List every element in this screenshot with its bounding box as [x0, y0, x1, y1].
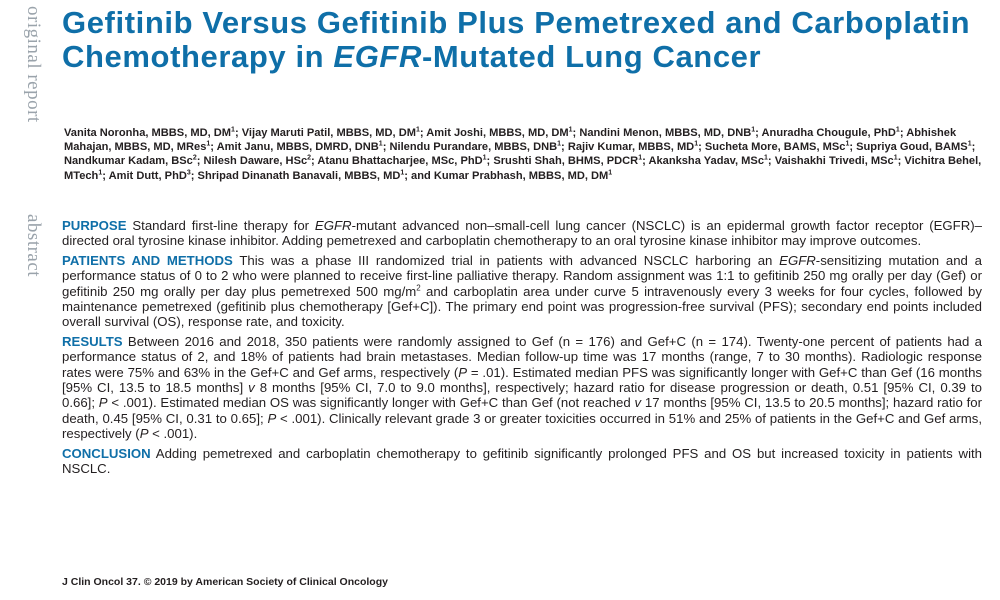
author-name: Nandkumar Kadam, BSc — [64, 155, 193, 168]
author-affiliation: 1 — [378, 140, 383, 148]
author-affiliation: 1 — [751, 126, 756, 134]
author-affiliation: 1 — [694, 140, 699, 148]
results-text-4: < .001). Estimated median OS was significantly longer with Gef+C than Gef (not reached — [107, 395, 635, 411]
purpose-italic-egfr: EGFR — [314, 218, 352, 233]
section-label-abstract: abstract — [23, 214, 44, 278]
author-name: Srushti Shah, BHMS, PDCR — [493, 155, 639, 168]
author-name: Amit Joshi, MBBS, MD, DM — [426, 127, 569, 139]
author-affiliation: 1 — [893, 154, 898, 162]
author-name: Amit Janu, MBBS, DMRD, DNB — [216, 141, 379, 154]
author-name: Vijay Maruti Patil, MBBS, MD, DM — [241, 127, 416, 139]
section-label-original-report: original report — [23, 6, 44, 123]
author-affiliation: 1 — [206, 140, 211, 148]
author-affiliation: 1 — [895, 126, 900, 134]
abstract-methods — [62, 253, 982, 330]
purpose-text-2: -mutant advanced non–small-cell lung cancer (NSCLC) is an epidermal growth factor receptor (EGFR)–directed oral tyrosine kinase inhibitor. Adding pemetrexed and carboplatin chemotherapy to an oral tyrosine kinase inhibitor may improve outcomes. — [62, 218, 982, 249]
results-italic-2: v — [248, 380, 255, 396]
author-affiliation: 1 — [845, 140, 850, 148]
author-name: Shripad Dinanath Banavali, MBBS, MD — [197, 169, 401, 182]
author-name: Abhishek Mahajan, MBBS, MD, MRes — [64, 127, 957, 154]
author-affiliation: 1 — [98, 168, 103, 176]
author-affiliation: 1 — [400, 168, 405, 176]
author-affiliation: 2 — [307, 154, 312, 162]
author-name: Amit Dutt, PhD — [108, 169, 187, 182]
author-name: Sucheta More, BAMS, MSc — [704, 141, 846, 154]
author-affiliation: 1 — [967, 140, 972, 148]
results-text-5: 17 months [95% CI, 13.5 to 20.5 months]; hazard ratio for death, 0.45 [95% CI, 0.31 to 0.65]; — [62, 395, 982, 426]
author-affiliation: 1 — [568, 126, 573, 134]
results-text-2: = .01). Estimated median PFS was significantly longer with Gef+C than Gef (16 months [95% CI, 13.5 to 18.5 months] — [62, 364, 983, 396]
author-affiliation: 1 — [415, 126, 420, 134]
methods-text-1: This was a phase III randomized trial in patients with advanced NSCLC harboring an — [232, 252, 780, 268]
heading-purpose: PURPOSE — [62, 218, 127, 233]
side-margin — [0, 0, 50, 600]
author-affiliation: 1 — [608, 168, 613, 176]
author-name: Rajiv Kumar, MBBS, MD — [567, 141, 695, 154]
title-part-1: Gefitinib Versus Gefitinib Plus Pemetrexed and Carboplatin Chemotherapy in — [62, 5, 971, 74]
purpose-text-1: Standard first-line therapy for — [126, 218, 315, 233]
results-italic-3: P — [98, 395, 108, 411]
author-name: Vaishakhi Trivedi, MSc — [774, 155, 894, 168]
author-name: Akanksha Yadav, MSc — [648, 155, 764, 168]
author-affiliation: 1 — [482, 154, 487, 162]
author-list: Vanita Noronha, MBBS, MD, $DM^1$; Vijay Maruti Patil, MBBS, MD, $DM^1$; Amit Joshi, MBBS, MD, $DM^1$; Nandini Menon, MBBS, MD, DNB$^1$; Anuradha Chougule, PhD$^1$; Abhishek Mahajan, MBBS, MD, MRes$^1$; Amit Janu, MBBS, DMRD, DNB$^1$; Nilendu Purandare, MBBS, DNB$^1$; Rajiv Kumar, MBBS, $MD^1$; Sucheta More, BAMS, MSc$^1$; Supriya Goud, BAMS$^1$; Nandkumar Kadam, BSc$^2$; Nilesh Daware, HSc$^2$; Atanu Bhattacharjee, MSc, PhD$^1$; Srushti Shah, BHMS, PDCR$^1$; Akanksha Yadav, MSc$^1$; Vaishakhi Trivedi, MSc$^1$; Vichitra Behel, MTech$^1$; Amit Dutt, PhD$^3$; Shripad Dinanath Banavali, MBBS, $MD^1$; and Kumar Prabhash, MBBS, MD, $DM^1$ — [64, 126, 982, 182]
abstract-results — [62, 334, 982, 442]
results-italic-6: P — [139, 426, 149, 442]
author-name: and Kumar Prabhash, MBBS, MD, DM — [411, 169, 609, 182]
abstract-purpose — [62, 218, 982, 249]
results-italic-1: P — [458, 364, 468, 380]
heading-methods: PATIENTS AND METHODS — [62, 252, 233, 268]
author-name: Nandini Menon, MBBS, MD, DNB — [579, 127, 752, 139]
author-name: Atanu Bhattacharjee, MSc, PhD — [317, 155, 483, 168]
methods-text-3: and carboplatin area under curve 5 intravenously every 3 weeks for four cycles, followed by maintenance pemetrexed (gefitinib plus chemotherapy [Gef+C]). The primary end point was progression-free survival (PFS); secondary end points included overall survival (OS), response rate, and toxicity. — [62, 283, 982, 330]
results-text-6: < .001). Clinically relevant grade 3 or greater toxicities occurred in 51% and 25% of patients in the Gef+C and Gef arms, respectively ( — [62, 410, 982, 442]
heading-conclusion: CONCLUSION — [62, 445, 151, 461]
title-part-2: -Mutated Lung Cancer — [421, 39, 762, 74]
author-name: Nilesh Daware, HSc — [203, 155, 308, 168]
methods-italic-egfr: EGFR — [779, 252, 816, 268]
author-name: Nilendu Purandare, MBBS, DNB — [389, 141, 558, 154]
results-text-7: < .001). — [148, 426, 198, 442]
author-affiliation: 1 — [764, 154, 768, 162]
author-name: Vichitra Behel, MTech — [64, 155, 982, 182]
abstract — [62, 218, 982, 481]
author-affiliation: 2 — [192, 154, 197, 162]
heading-results: RESULTS — [62, 333, 123, 349]
author-affiliation: 1 — [231, 126, 235, 134]
results-italic-4: v — [634, 395, 642, 411]
author-name: Supriya Goud, BAMS — [856, 141, 968, 154]
results-text-1: Between 2016 and 2018, 350 patients were randomly assigned to Gef (n = 176) and Gef+C (n = 174). Twenty-one percent of patients had a performance status of 2, and 18% of patients had brain metastases. Median follow-up time was 17 months (range, 7 to 30 months). Radiologic response rates were 75% and 63% in the Gef+C and Gef arms, respectively ( — [62, 333, 982, 380]
author-name: Vanita Noronha, MBBS, MD, DM — [64, 127, 232, 139]
author-name: Anuradha Chougule, PhD — [761, 127, 896, 139]
journal-citation: J Clin Oncol 37. © 2019 by American Society of Clinical Oncology — [62, 576, 388, 588]
article-title — [62, 6, 992, 74]
methods-superscript: 2 — [416, 283, 421, 293]
title-gene-italic: EGFR — [333, 39, 422, 74]
results-italic-5: P — [267, 410, 277, 426]
methods-text-2: -sensitizing mutation and a performance status of 0 to 2 who were planned to receive first-line palliative therapy. Random assignment was 1:1 to gefitinib 250 mg orally per day (Gef) or gefitinib 250 mg orally per day plus pemetrexed 500 mg/m — [62, 252, 982, 299]
conclusion-text: Adding pemetrexed and carboplatin chemotherapy to gefitinib significantly prolonged PFS and OS but increased toxicity in patients with NSCLC. — [62, 445, 982, 477]
author-affiliation: 3 — [186, 168, 191, 176]
results-text-3: 8 months [95% CI, 7.0 to 9.0 months], respectively; hazard ratio for disease progression or death, 0.51 [95% CI, 0.39 to 0.66]; — [62, 380, 982, 411]
abstract-conclusion — [62, 446, 982, 477]
author-affiliation: 1 — [557, 140, 562, 148]
author-affiliation: 1 — [638, 154, 643, 162]
